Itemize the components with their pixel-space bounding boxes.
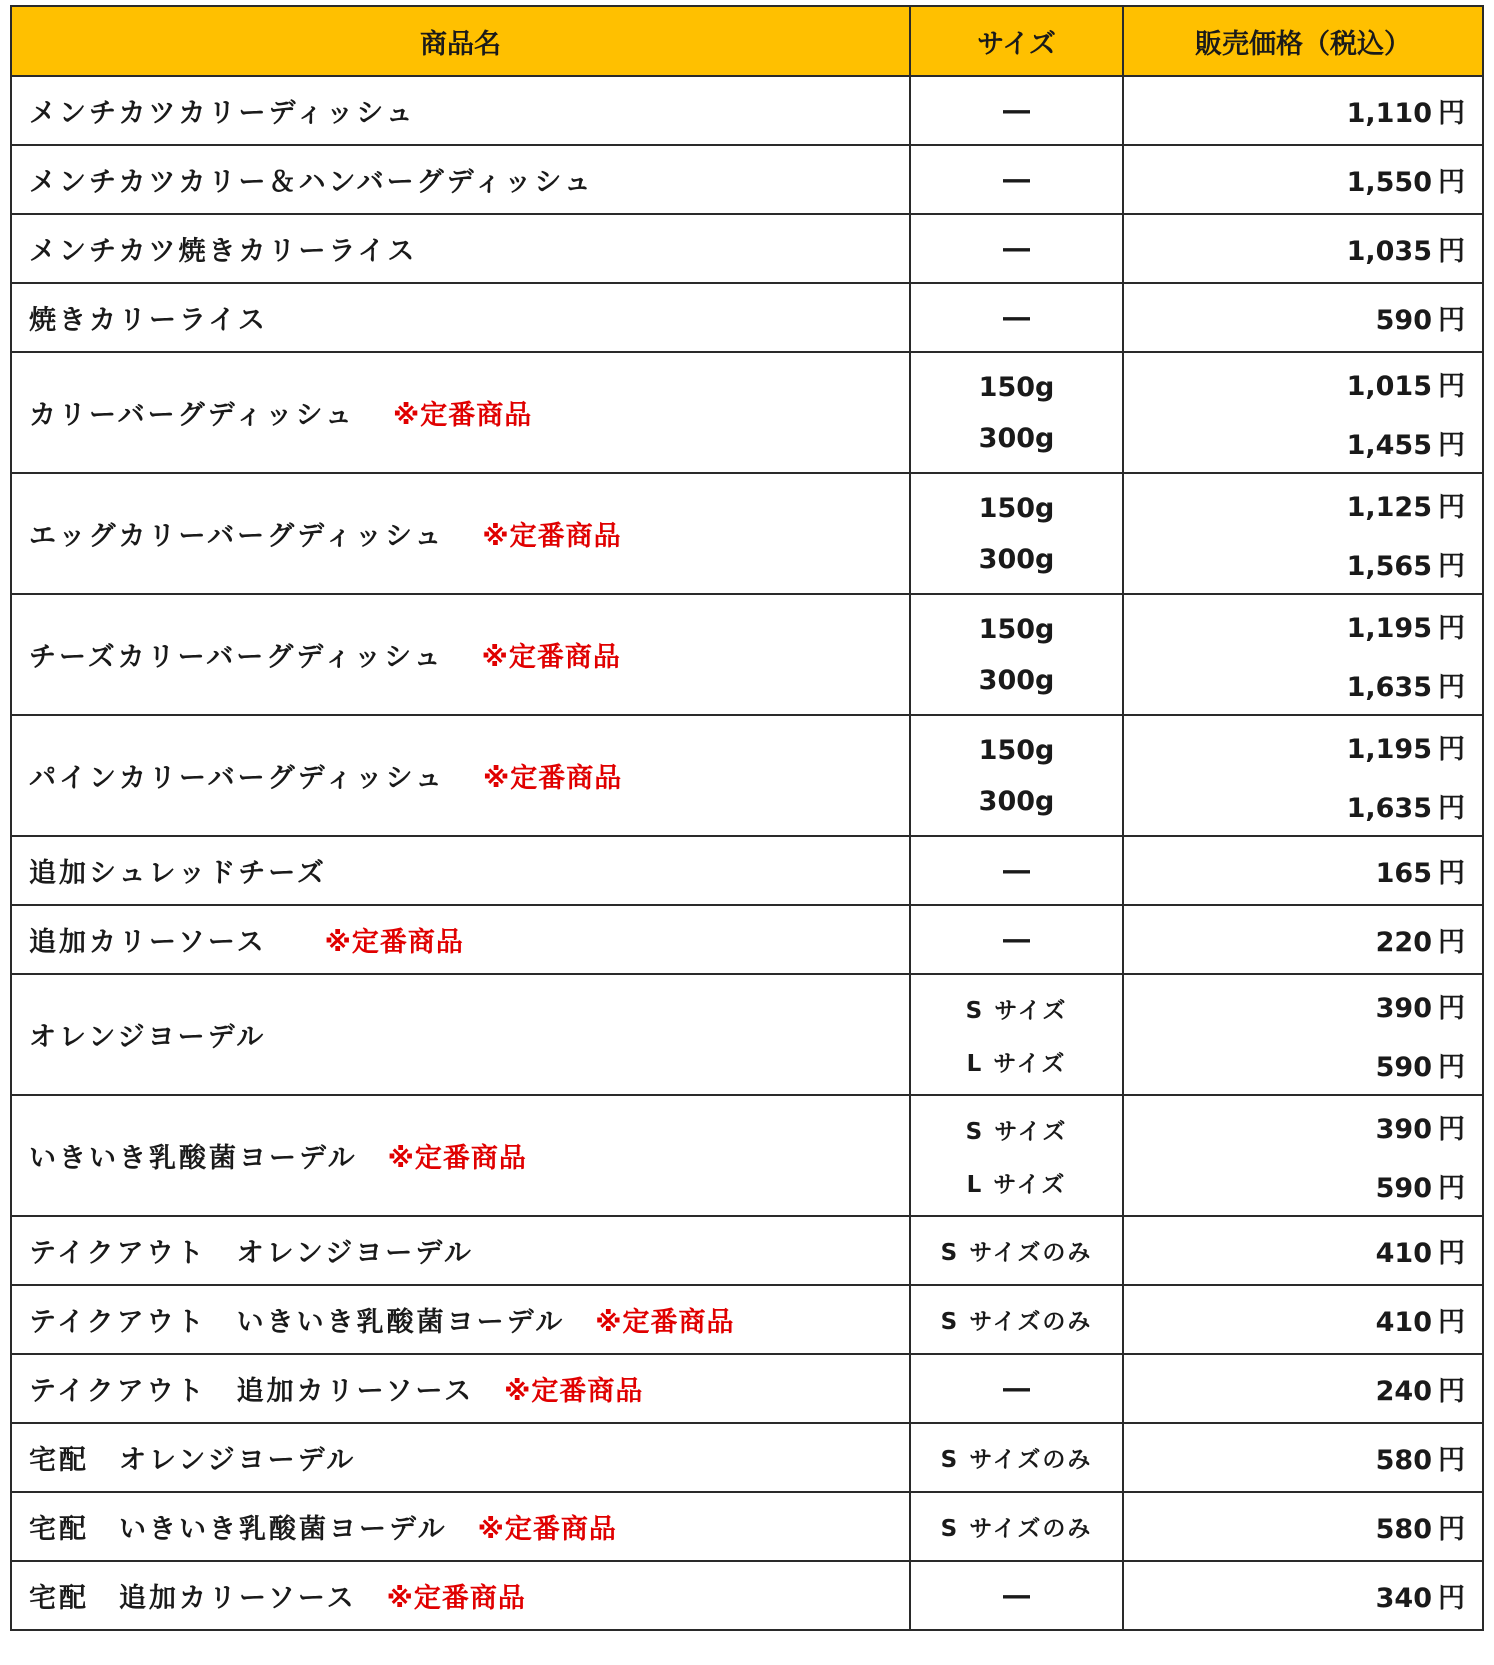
product-name: 追加カリーソース ※定番商品 [11,905,910,974]
product-price: 1,195 円 1,635 円 [1123,715,1483,836]
product-price: 410 円 [1123,1285,1483,1354]
product-size: ― [910,283,1123,352]
product-size: ― [910,145,1123,214]
product-size: 150g 300g [910,473,1123,594]
product-price: 1,195 円 1,635 円 [1123,594,1483,715]
product-size: 150g 300g [910,715,1123,836]
product-name: メンチカツカリー＆ハンバーグディッシュ [11,145,910,214]
table-row [11,1423,1483,1492]
product-name: メンチカツ焼きカリーライス [11,214,910,283]
product-price: 1,110 円 [1123,76,1483,145]
product-name: オレンジヨーデル [11,974,910,1095]
standard-item-note: ※定番商品 [477,1514,617,1545]
product-price: 1,550 円 [1123,145,1483,214]
product-size: ― [910,214,1123,283]
table-row [11,473,1483,594]
product-size: ― [910,836,1123,905]
standard-item-note: ※定番商品 [324,927,464,958]
product-price: 1,125 円 1,565 円 [1123,473,1483,594]
product-price: 580 円 [1123,1423,1483,1492]
table-row [11,1561,1483,1630]
product-size: S サイズのみ [910,1423,1123,1492]
standard-item-note: ※定番商品 [386,1583,526,1614]
product-size: ― [910,1561,1123,1630]
table-row [11,715,1483,836]
table-row [11,1285,1483,1354]
product-name: 焼きカリーライス [11,283,910,352]
table-row [11,836,1483,905]
product-size: S サイズのみ [910,1285,1123,1354]
product-size: 150g 300g [910,594,1123,715]
product-size: S サイズ L サイズ [910,1095,1123,1216]
menu-price-table [10,5,1484,1631]
product-size: S サイズのみ [910,1492,1123,1561]
product-size: ― [910,905,1123,974]
product-price: 1,015 円 1,455 円 [1123,352,1483,473]
standard-item-note: ※定番商品 [387,1143,527,1174]
table-row [11,76,1483,145]
product-price: 580 円 [1123,1492,1483,1561]
product-name: 追加シュレッドチーズ [11,836,910,905]
product-price: 590 円 [1123,283,1483,352]
product-name: テイクアウト いきいき乳酸菌ヨーデル ※定番商品 [11,1285,910,1354]
table-row [11,145,1483,214]
table-row [11,1216,1483,1285]
table-row [11,1492,1483,1561]
product-price: 1,035 円 [1123,214,1483,283]
table-row [11,1095,1483,1216]
product-name: カリーバーグディッシュ ※定番商品 [11,352,910,473]
product-name: 宅配 追加カリーソース ※定番商品 [11,1561,910,1630]
product-name: いきいき乳酸菌ヨーデル ※定番商品 [11,1095,910,1216]
product-size: S サイズ L サイズ [910,974,1123,1095]
product-size: ― [910,1354,1123,1423]
table-row [11,352,1483,473]
product-price: 410 円 [1123,1216,1483,1285]
header-size: サイズ [910,6,1123,76]
product-name: テイクアウト オレンジヨーデル [11,1216,910,1285]
standard-item-note: ※定番商品 [595,1307,735,1338]
product-size: S サイズのみ [910,1216,1123,1285]
table-row [11,1354,1483,1423]
product-price: 390 円 590 円 [1123,974,1483,1095]
table-row [11,974,1483,1095]
product-name: エッグカリーバーグディッシュ ※定番商品 [11,473,910,594]
standard-item-note: ※定番商品 [482,521,622,552]
product-size: 150g 300g [910,352,1123,473]
standard-item-note: ※定番商品 [482,763,623,794]
product-name: メンチカツカリーディッシュ [11,76,910,145]
product-name: パインカリーバーグディッシュ ※定番商品 [11,715,910,836]
product-name: テイクアウト 追加カリーソース ※定番商品 [11,1354,910,1423]
standard-item-note: ※定番商品 [481,642,621,673]
product-price: 165 円 [1123,836,1483,905]
product-name: 宅配 オレンジヨーデル [11,1423,910,1492]
product-size: ― [910,76,1123,145]
table-row [11,594,1483,715]
product-name: 宅配 いきいき乳酸菌ヨーデル ※定番商品 [11,1492,910,1561]
table-header-row [11,6,1483,76]
table-row [11,214,1483,283]
header-price: 販売価格（税込） [1123,6,1483,76]
header-product-name: 商品名 [11,6,910,76]
product-price: 240 円 [1123,1354,1483,1423]
table-row [11,283,1483,352]
standard-item-note: ※定番商品 [504,1376,644,1407]
product-price: 340 円 [1123,1561,1483,1630]
standard-item-note: ※定番商品 [392,400,533,431]
product-name: チーズカリーバーグディッシュ ※定番商品 [11,594,910,715]
product-price: 390 円 590 円 [1123,1095,1483,1216]
table-row [11,905,1483,974]
product-price: 220 円 [1123,905,1483,974]
